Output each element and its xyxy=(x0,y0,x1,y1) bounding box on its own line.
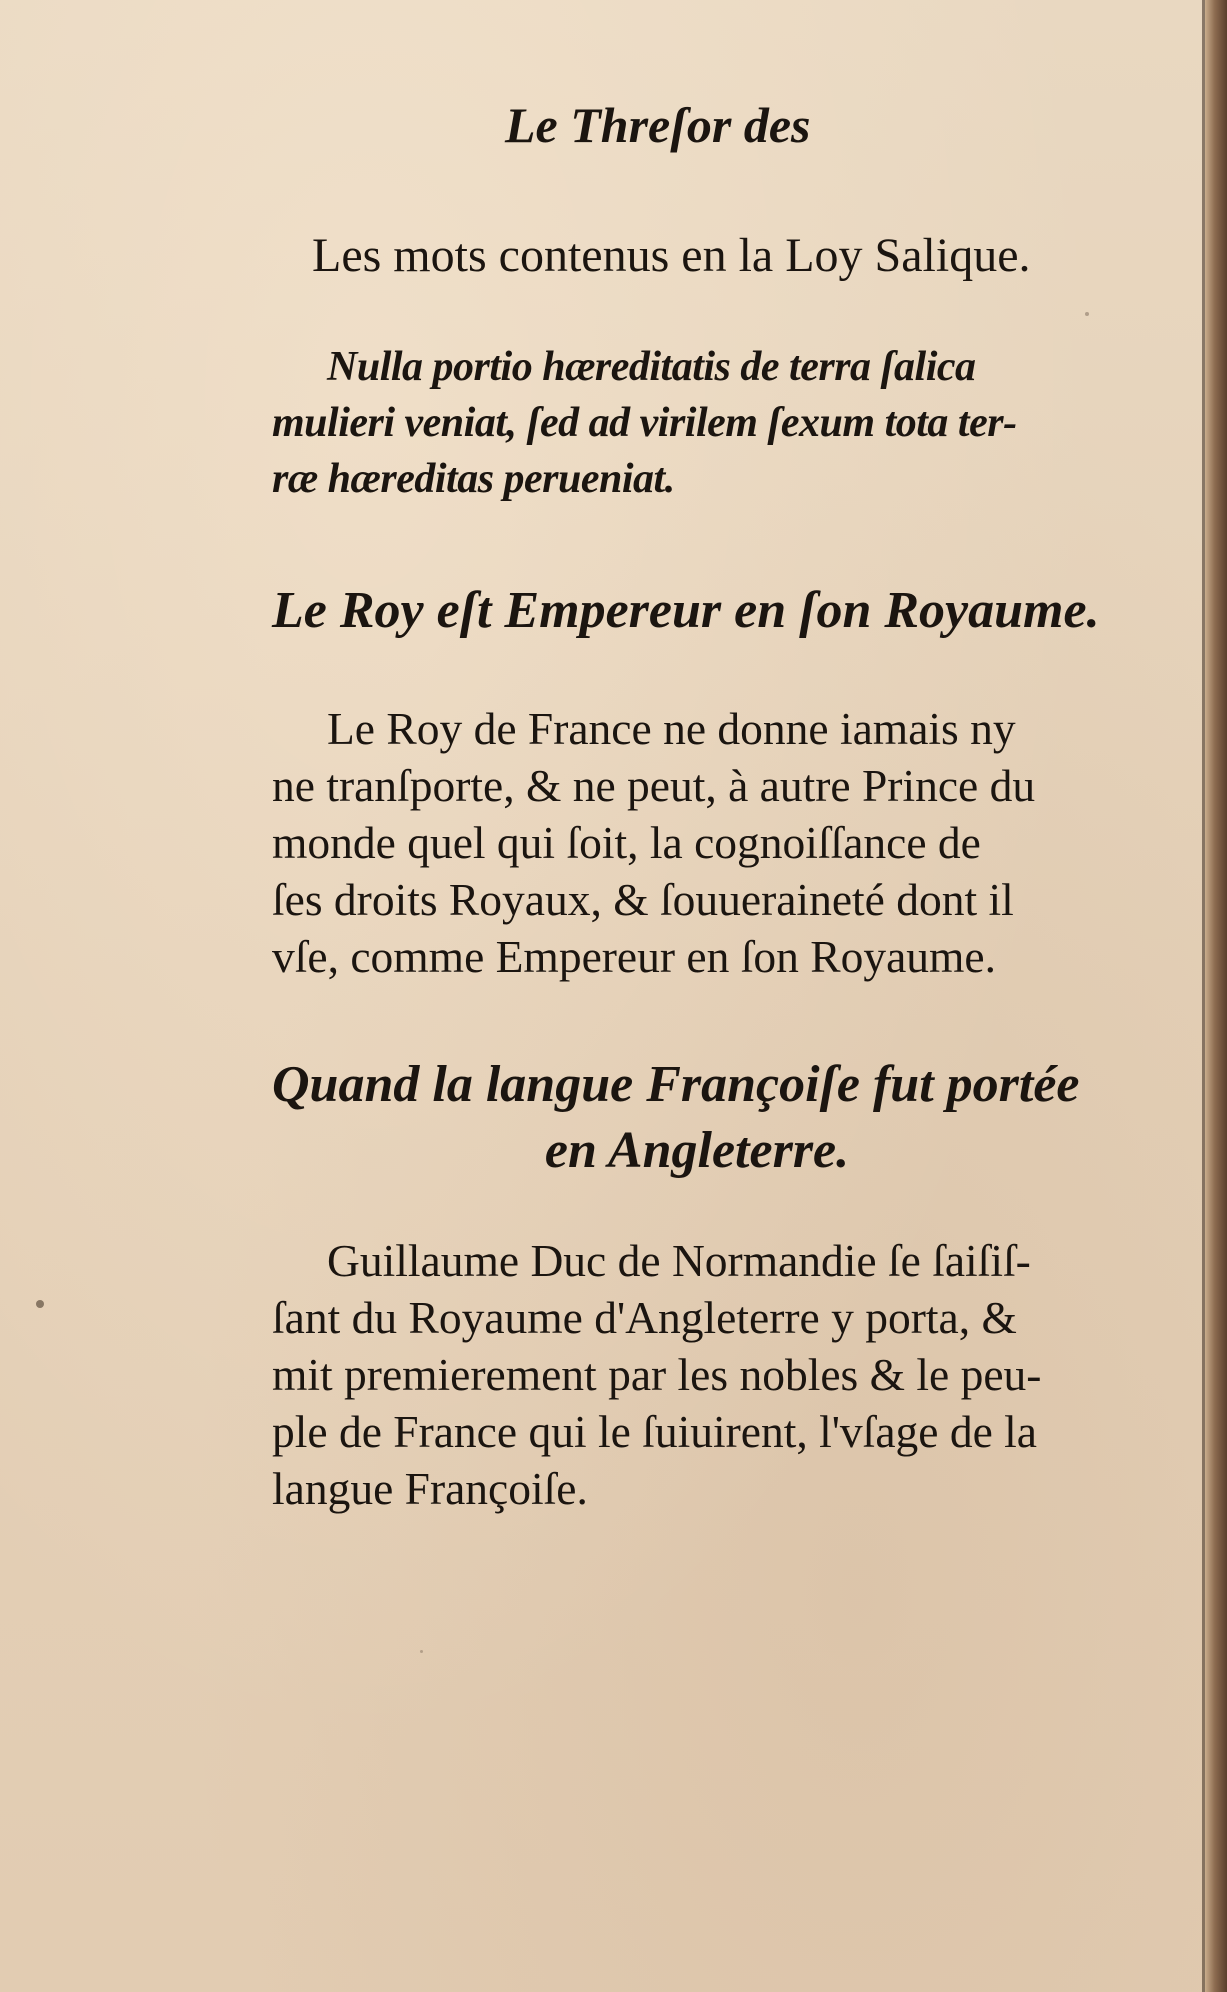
section-heading-loy-salique: Les mots contenus en la Loy Salique. xyxy=(312,229,1031,282)
page-spine-edge xyxy=(1205,0,1227,1992)
latin-quotation xyxy=(272,339,1122,507)
text-line: Le Roy de France ne donne iamais ny xyxy=(327,703,1016,754)
paragraph-roy-de-france xyxy=(272,700,1112,985)
text-line: monde quel qui ſoit, la cognoiſſance de xyxy=(272,817,981,868)
text-line: mulieri veniat, ſed ad virilem ſexum tota ter- xyxy=(272,400,1017,446)
paragraph-guillaume xyxy=(272,1232,1112,1517)
text-line: Nulla portio hæreditatis de terra ſalica xyxy=(327,344,976,390)
text-line: ne tranſporte, & ne peut, à autre Prince du xyxy=(272,760,1036,811)
text-line: mit premierement par les nobles & le peu- xyxy=(272,1349,1042,1400)
heading-line: en Angleterre. xyxy=(544,1122,850,1179)
paper-speck xyxy=(1085,312,1089,316)
text-line: ſant du Royaume d'Angleterre y porta, & xyxy=(272,1292,1017,1343)
heading-line: Quand la langue Françoiſe fut portée xyxy=(272,1056,1080,1113)
section-heading-langue-francoise xyxy=(272,1052,1122,1184)
text-line: vſe, comme Empereur en ſon Royaume. xyxy=(272,931,996,982)
section-heading-roy-empereur: Le Roy eſt Empereur en ſon Royaume. xyxy=(272,582,1100,639)
text-line: ræ hæreditas perueniat. xyxy=(272,456,675,502)
running-title: Le Threſor des xyxy=(505,97,811,153)
text-line: ſes droits Royaux, & ſouueraineté dont il xyxy=(272,874,1014,925)
paper-speck xyxy=(36,1300,44,1308)
text-line: Guillaume Duc de Normandie ſe ſaiſiſ- xyxy=(327,1235,1031,1286)
text-line: ple de France qui le ſuiuirent, l'vſage de la xyxy=(272,1406,1037,1457)
paper-speck xyxy=(420,1650,423,1653)
text-line: langue Françoiſe. xyxy=(272,1463,588,1514)
